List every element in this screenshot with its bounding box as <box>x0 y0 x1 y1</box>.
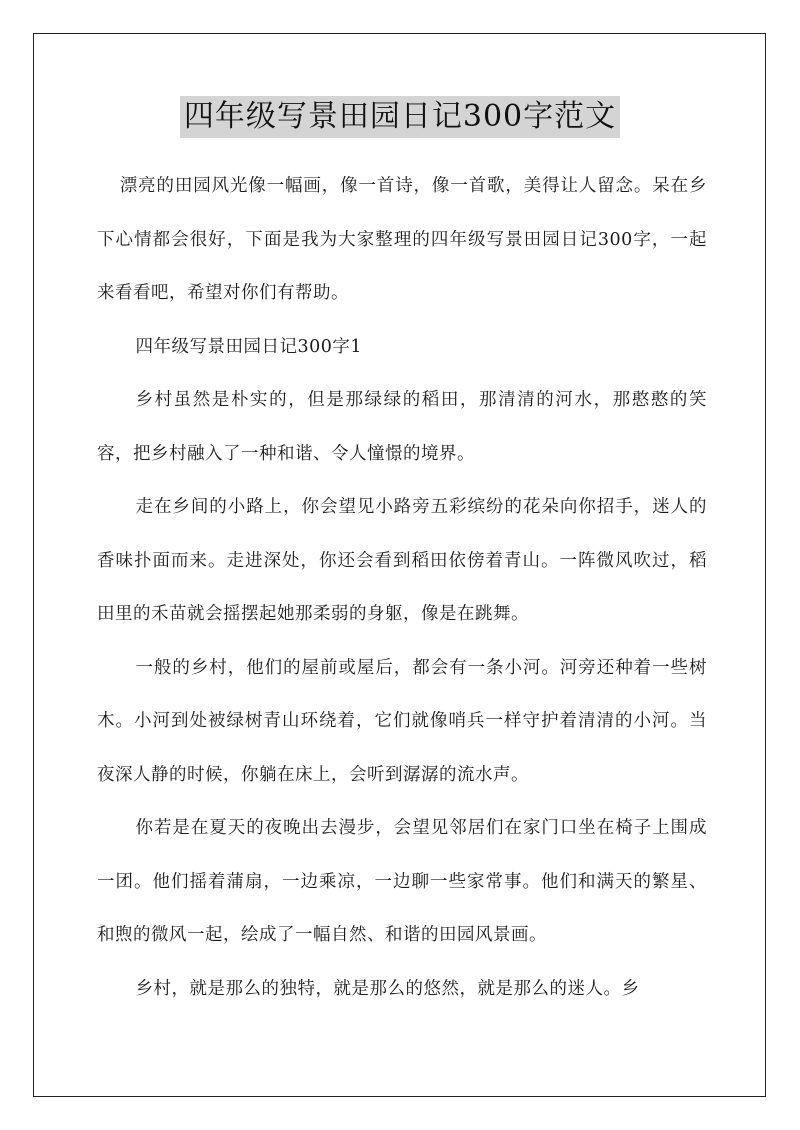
body-paragraph: 走在乡间的小路上，你会望见小路旁五彩缤纷的花朵向你招手，迷人的香味扑面而来。走进深处，你还会看到稻田依傍着青山。一阵微风吹过，稻田里的禾苗就会摇摆起她那柔弱的身躯，像是在跳舞。 <box>97 497 707 624</box>
body-paragraph: 乡村虽然是朴实的，但是那绿绿的稻田，那清清的河水，那憨憨的笑容，把乡村融入了一种和谐、令人憧憬的境界。 <box>97 390 707 464</box>
body-paragraph: 乡村，就是那么的独特，就是那么的悠然，就是那么的迷人。乡 <box>135 978 640 999</box>
document-body <box>97 160 707 1016</box>
intro-paragraph: 漂亮的田园风光像一幅画，像一首诗，像一首歌，美得让人留念。呆在乡下心情都会很好，下面是我为大家整理的四年级写景田园日记300字，一起来看看吧，希望对你们有帮助。 <box>97 176 707 303</box>
section-heading: 四年级写景田园日记300字1 <box>135 336 363 357</box>
body-paragraph: 一般的乡村，他们的屋前或屋后，都会有一条小河。河旁还种着一些树木。小河到处被绿树青山环绕着，它们就像哨兵一样守护着清清的小河。当夜深人静的时候，你躺在床上，会听到潺潺的流水声。 <box>97 657 707 785</box>
body-paragraph: 你若是在夏天的夜晚出去漫步，会望见邻居们在家门口坐在椅子上围成一团。他们摇着蒲扇，一边乘凉，一边聊一些家常事。他们和满天的繁星、和煦的微风一起，绘成了一幅自然、和谐的田园风景画。 <box>97 818 707 945</box>
title-container <box>0 96 800 138</box>
document-title: 四年级写景田园日记300字范文 <box>180 96 620 138</box>
